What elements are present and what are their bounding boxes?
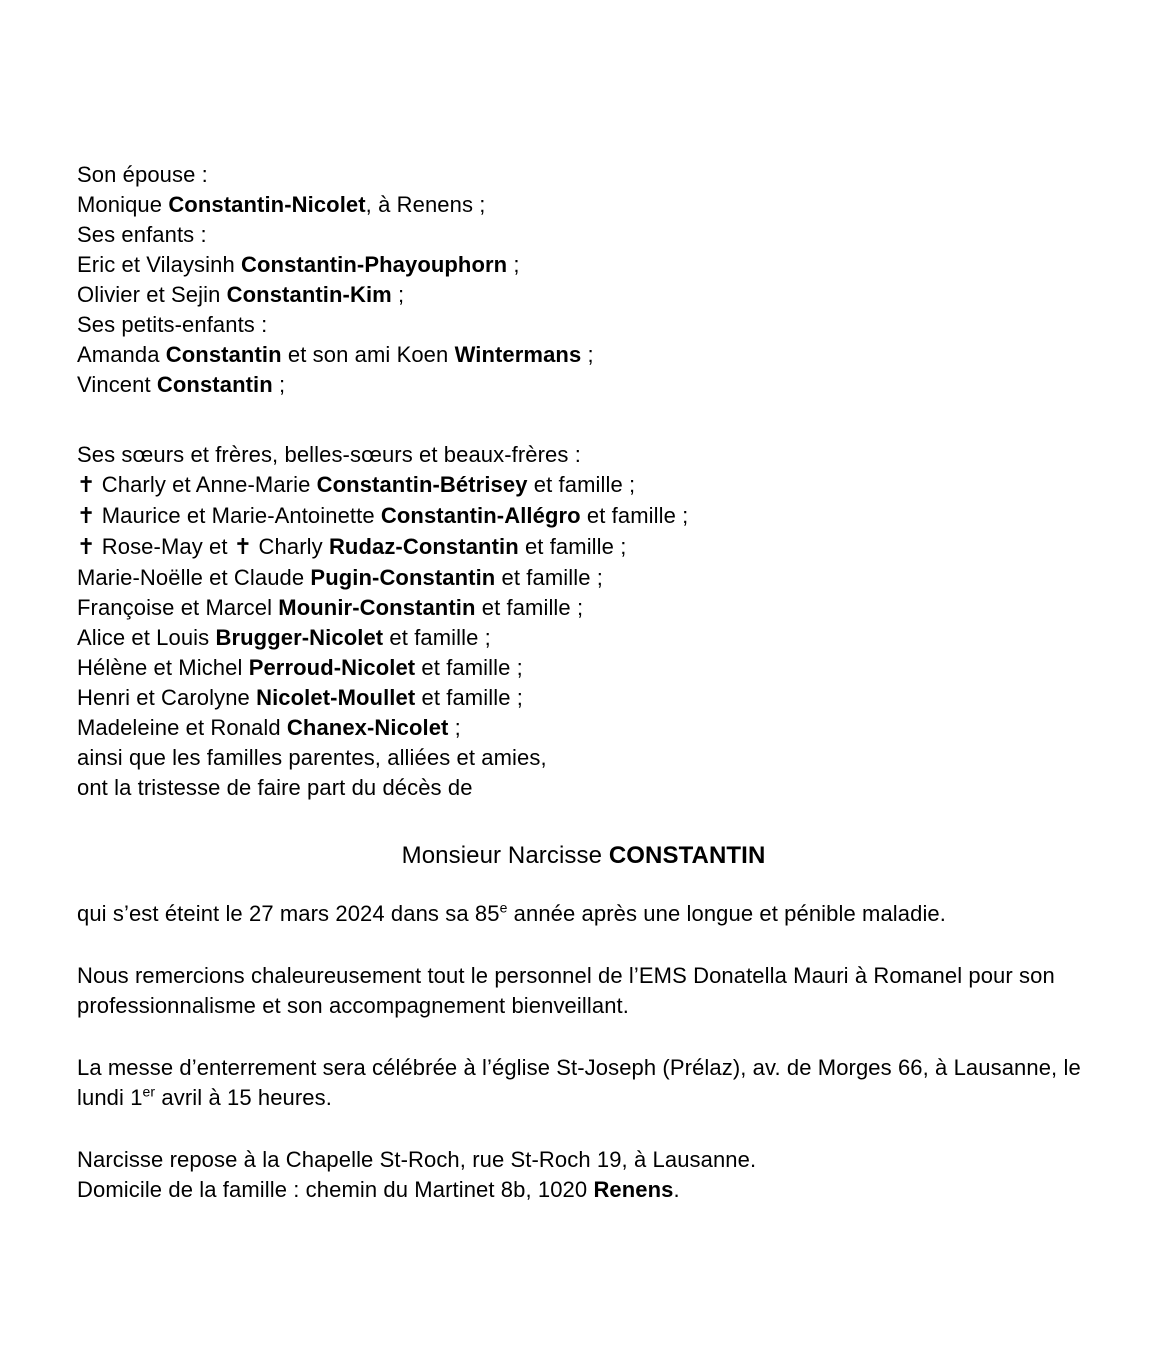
family-line: Marie-Noëlle et Claude Pugin-Constantin et famille ; <box>77 565 603 590</box>
family-line: Ses enfants : <box>77 222 207 247</box>
paragraph-line: lundi 1er avril à 15 heures. <box>77 1083 332 1110</box>
notice-paragraphs <box>77 899 1090 1205</box>
paragraph-line: professionnalisme et son accompagnement bienveillant. <box>77 993 629 1018</box>
family-surname-bold: Constantin-Phayouphorn <box>241 252 508 277</box>
family-surname-bold: Constantin-Bétrisey <box>316 472 528 497</box>
family-line: ainsi que les familles parentes, alliées et amies, <box>77 745 547 770</box>
family-line: ✝ Rose-May et ✝ Charly Rudaz-Constantin et famille ; <box>77 534 627 560</box>
family-line: Monique Constantin-Nicolet, à Renens ; <box>77 192 486 217</box>
family-line: Henri et Carolyne Nicolet-Moullet et famille ; <box>77 685 523 710</box>
ordinal-superscript: er <box>142 1083 156 1100</box>
family-surname-bold: Rudaz-Constantin <box>328 534 519 559</box>
family-surname-bold: Chanex-Nicolet <box>286 715 449 740</box>
family-surname-bold: CONSTANTIN <box>608 842 766 869</box>
family-surname-bold: Brugger-Nicolet <box>215 625 384 650</box>
family-line: Françoise et Marcel Mounir-Constantin et famille ; <box>77 595 584 620</box>
notice-paragraph <box>77 899 1090 929</box>
memorial-cross-icon: ✝ <box>77 473 96 498</box>
memorial-cross-icon: ✝ <box>77 535 96 560</box>
family-surname-bold: Constantin-Nicolet <box>168 192 366 217</box>
ordinal-superscript: e <box>499 899 508 916</box>
family-line: Olivier et Sejin Constantin-Kim ; <box>77 282 405 307</box>
family-surname-bold: Perroud-Nicolet <box>248 655 416 680</box>
family-line: ✝ Charly et Anne-Marie Constantin-Bétrisey et famille ; <box>77 472 636 498</box>
family-line: ✝ Maurice et Marie-Antoinette Constantin-Allégro et famille ; <box>77 503 689 529</box>
family-surname-bold: Constantin <box>156 372 273 397</box>
family-surname-bold: Renens <box>593 1177 674 1202</box>
notice-paragraph <box>77 961 1090 1021</box>
paragraph-line: La messe d’enterrement sera célébrée à l’église St-Joseph (Prélaz), av. de Morges 66, à Lausanne, le <box>77 1055 1081 1080</box>
family-list-immediate <box>77 160 1090 400</box>
family-surname-bold: Constantin-Allégro <box>380 503 581 528</box>
family-surname-bold: Constantin <box>165 342 282 367</box>
family-line: Ses sœurs et frères, belles-sœurs et beaux-frères : <box>77 442 581 467</box>
paragraph-line: Domicile de la famille : chemin du Martinet 8b, 1020 Renens. <box>77 1177 680 1202</box>
memorial-cross-icon: ✝ <box>233 535 253 560</box>
paragraph-line: Narcisse repose à la Chapelle St-Roch, rue St-Roch 19, à Lausanne. <box>77 1147 757 1172</box>
memorial-cross-icon: ✝ <box>77 504 96 529</box>
paragraph-line: Nous remercions chaleureusement tout le personnel de l’EMS Donatella Mauri à Romanel pour son <box>77 963 1055 988</box>
family-line: Eric et Vilaysinh Constantin-Phayouphorn ; <box>77 252 520 277</box>
deceased-name-title: Monsieur Narcisse CONSTANTIN <box>401 842 766 869</box>
family-line: Madeleine et Ronald Chanex-Nicolet ; <box>77 715 461 740</box>
family-line: Vincent Constantin ; <box>77 372 286 397</box>
family-surname-bold: Constantin-Kim <box>226 282 392 307</box>
paragraph-line: qui s’est éteint le 27 mars 2024 dans sa 85e année après une longue et pénible maladie. <box>77 899 946 926</box>
family-line: Son épouse : <box>77 162 208 187</box>
family-surname-bold: Mounir-Constantin <box>278 595 476 620</box>
family-surname-bold: Wintermans <box>454 342 582 367</box>
notice-paragraph <box>77 1053 1090 1113</box>
family-line: Hélène et Michel Perroud-Nicolet et famille ; <box>77 655 523 680</box>
family-line: Alice et Louis Brugger-Nicolet et famille ; <box>77 625 491 650</box>
family-line: Ses petits-enfants : <box>77 312 268 337</box>
family-surname-bold: Pugin-Constantin <box>310 565 496 590</box>
notice-paragraph <box>77 1145 1090 1205</box>
family-list-siblings <box>77 440 1090 803</box>
family-line: ont la tristesse de faire part du décès de <box>77 775 473 800</box>
family-surname-bold: Nicolet-Moullet <box>256 685 416 710</box>
family-line: Amanda Constantin et son ami Koen Wintermans ; <box>77 342 594 367</box>
